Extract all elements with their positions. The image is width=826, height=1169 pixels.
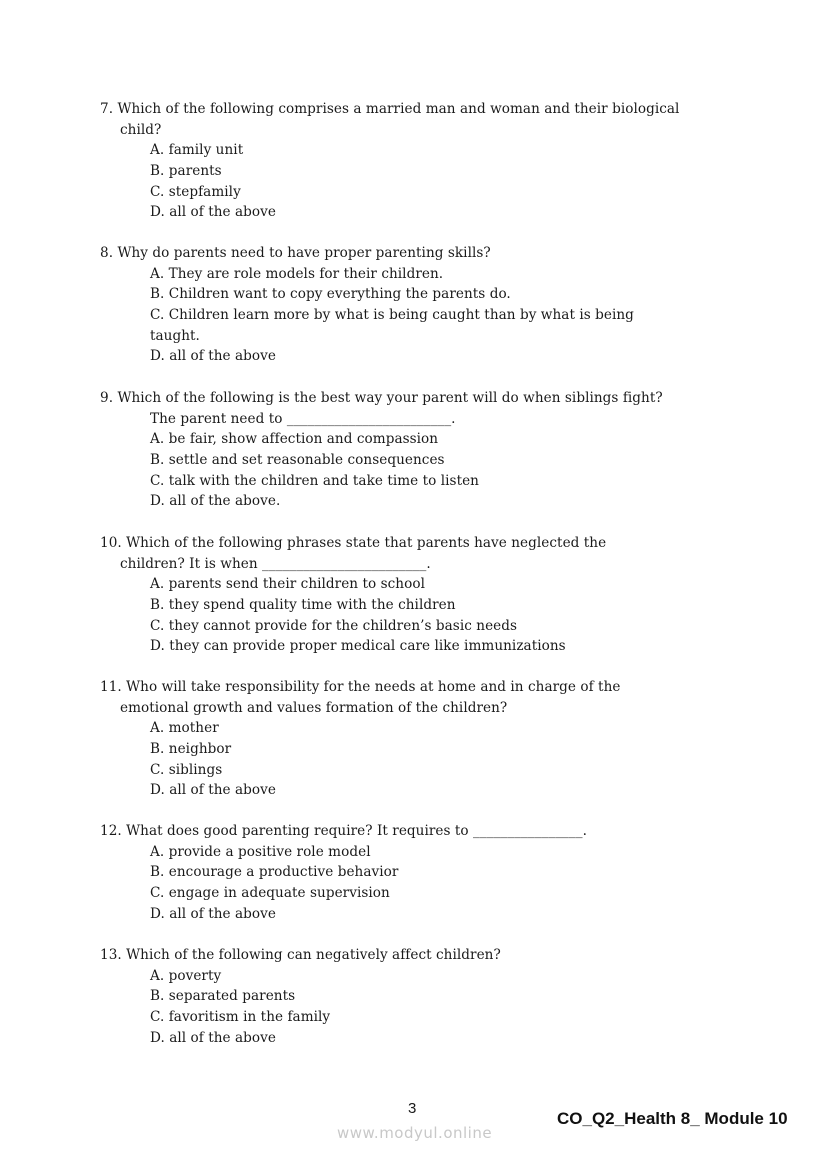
- answer-option: A. poverty: [150, 967, 222, 984]
- question-7: [100, 99, 740, 223]
- question-8: [100, 243, 740, 367]
- answer-option: taught.: [150, 327, 200, 344]
- module-code: CO_Q2_Health 8_ Module 10: [557, 1109, 788, 1128]
- answer-option: B. separated parents: [150, 988, 296, 1005]
- question-stem: children? It is when ________________________.: [120, 555, 431, 572]
- answer-option: D. all of the above: [150, 1029, 276, 1046]
- page-number: 3: [408, 1100, 417, 1117]
- answer-option: D. all of the above: [150, 204, 276, 221]
- answer-option: B. parents: [150, 162, 222, 179]
- answer-option: C. siblings: [150, 761, 223, 778]
- answer-option: C. they cannot provide for the children’s basic needs: [150, 617, 518, 634]
- answer-option: D. all of the above: [150, 782, 276, 799]
- answer-option: A. family unit: [150, 142, 244, 159]
- answer-option: B. Children want to copy everything the parents do.: [150, 286, 511, 303]
- question-11: [100, 677, 740, 801]
- answer-option: D. all of the above: [150, 348, 276, 365]
- answer-option: A. parents send their children to school: [150, 576, 425, 593]
- answer-option: B. neighbor: [150, 740, 232, 757]
- answer-option: C. talk with the children and take time to listen: [150, 472, 479, 489]
- answer-option: A. They are role models for their children.: [150, 265, 444, 282]
- question-stem: 10. Which of the following phrases state that parents have neglected the: [100, 535, 607, 551]
- question-9: [100, 388, 740, 512]
- answer-option: B. they spend quality time with the children: [150, 596, 456, 613]
- question-13: [100, 945, 740, 1048]
- question-prompt: The parent need to ________________________.: [150, 410, 456, 427]
- question-stem: 12. What does good parenting require? It requires to ________________.: [100, 823, 587, 839]
- answer-option: D. all of the above.: [150, 493, 281, 510]
- question-10: [100, 533, 740, 657]
- answer-option: C. engage in adequate supervision: [150, 884, 390, 901]
- question-stem: emotional growth and values formation of the children?: [120, 699, 508, 716]
- answer-option: B. settle and set reasonable consequences: [150, 451, 445, 468]
- answer-option: D. all of the above: [150, 905, 276, 922]
- answer-option: C. Children learn more by what is being caught than by what is being: [150, 306, 634, 323]
- question-stem: 11. Who will take responsibility for the needs at home and in charge of the: [100, 679, 621, 695]
- answer-option: A. provide a positive role model: [150, 843, 371, 860]
- question-stem: 7. Which of the following comprises a married man and woman and their biological: [100, 101, 680, 117]
- question-stem: 13. Which of the following can negatively affect children?: [100, 947, 501, 963]
- answer-option: C. favoritism in the family: [150, 1008, 331, 1025]
- question-12: [100, 821, 740, 924]
- question-stem: child?: [120, 121, 162, 138]
- answer-option: C. stepfamily: [150, 183, 241, 200]
- answer-option: A. be fair, show affection and compassion: [150, 431, 439, 448]
- question-stem: 9. Which of the following is the best way your parent will do when siblings fight?: [100, 390, 663, 406]
- answer-option: A. mother: [150, 720, 219, 737]
- answer-option: D. they can provide proper medical care like immunizations: [150, 638, 566, 655]
- watermark: www.modyul.online: [337, 1124, 493, 1142]
- question-stem: 8. Why do parents need to have proper parenting skills?: [100, 245, 491, 261]
- answer-option: B. encourage a productive behavior: [150, 864, 399, 881]
